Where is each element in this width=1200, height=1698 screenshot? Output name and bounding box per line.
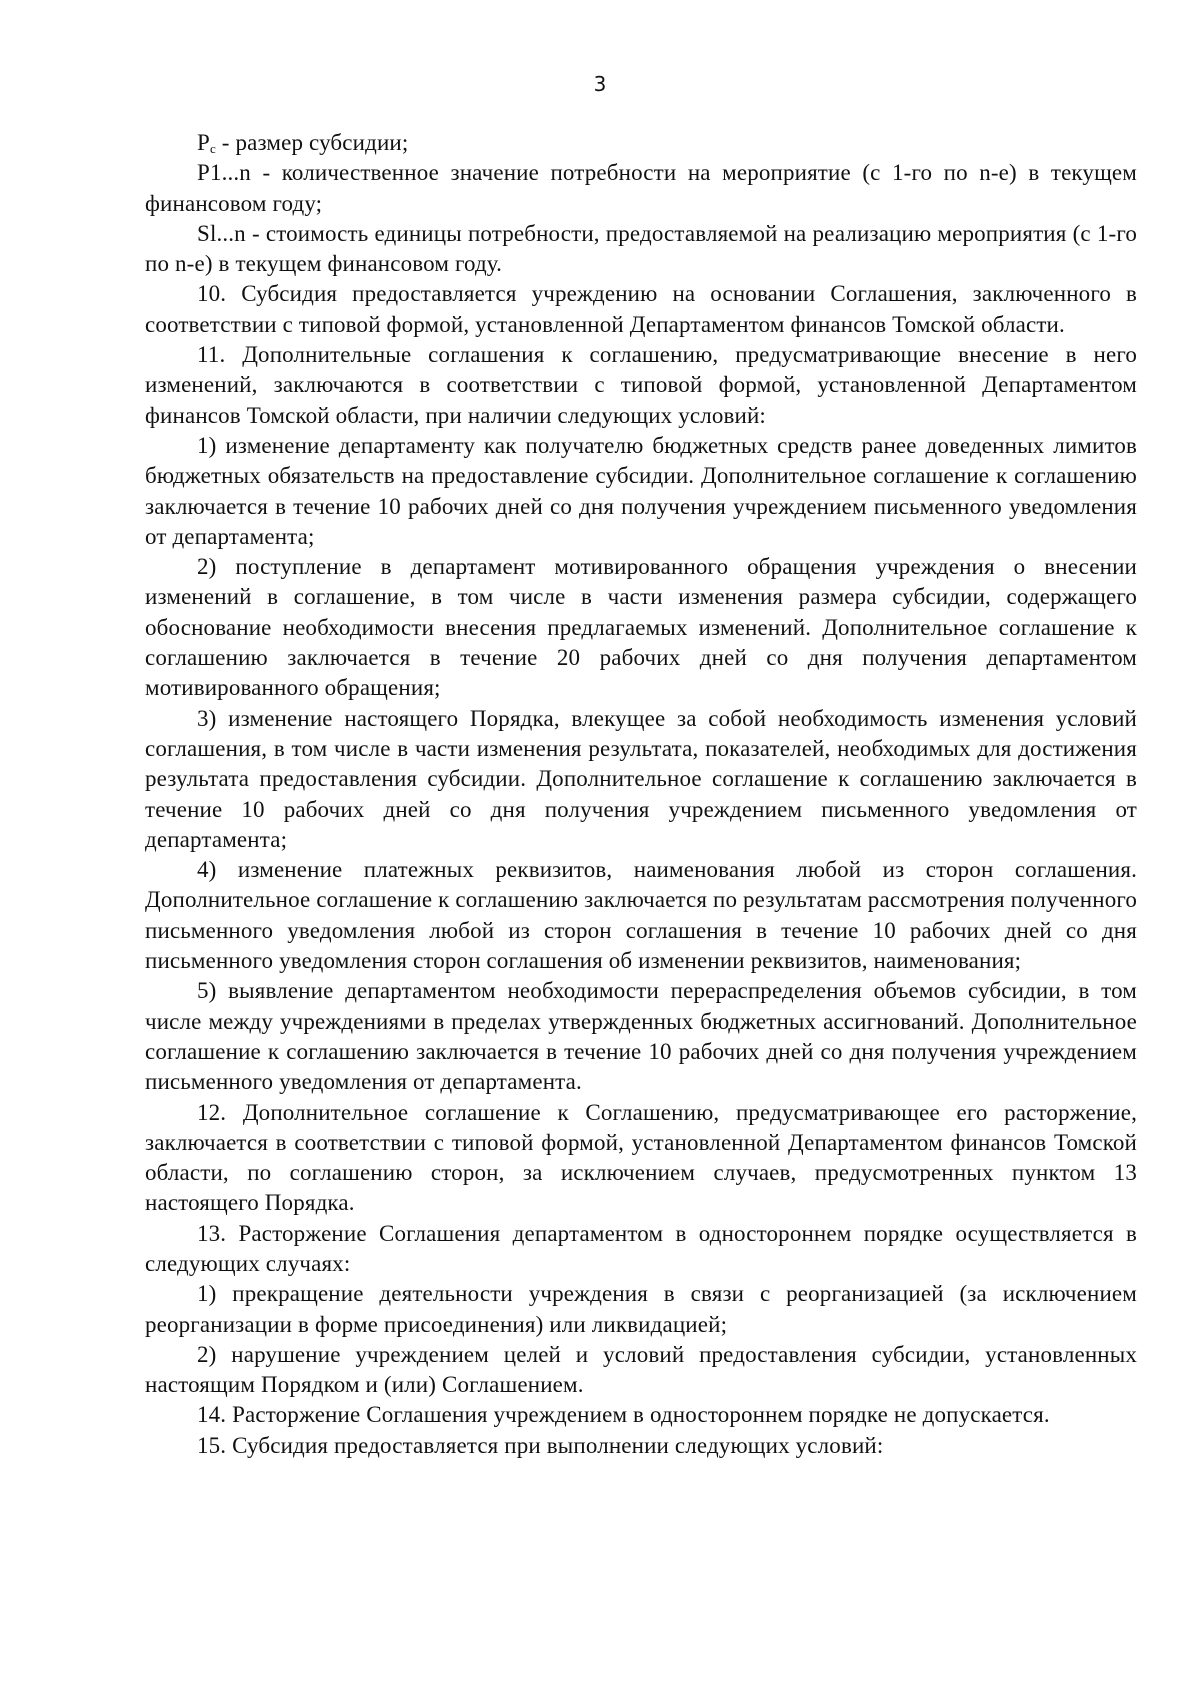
paragraph: P1...n - количественное значение потребности на мероприятие (с 1-го по n-е) в текущем финансовом году; <box>145 160 1137 216</box>
paragraph: 5) выявление департаментом необходимости перераспределения объемов субсидии, в том числе между учреждениями в пределах утвержденных бюджетных ассигнований. Дополнительное соглашение к соглашению заключается в течение 10 рабочих дней со дня получения учреждением письменного уведомления от департамента. <box>145 978 1137 1095</box>
paragraph: 1) прекращение деятельности учреждения в связи с реорганизацией (за исключением реорганизации в форме присоединения) или ликвидацией; <box>145 1281 1137 1337</box>
paragraph: 11. Дополнительные соглашения к соглашению, предусматривающие внесение в него изменений, заключаются в соответствии с типовой формой, установленной Департаментом финансов Томской области, при наличии следующих условий: <box>145 342 1137 428</box>
document-body <box>145 128 1137 1461</box>
paragraph: 14. Расторжение Соглашения учреждением в одностороннем порядке не допускается. <box>197 1402 1050 1428</box>
paragraph: 4) изменение платежных реквизитов, наименования любой из сторон соглашения. Дополнительное соглашение к соглашению заключается по результатам рассмотрения полученного письменного уведомления любой из сторон соглашения в течение 10 рабочих дней со дня письменного уведомления сторон соглашения об изменении реквизитов, наименования; <box>145 857 1137 974</box>
paragraph: Sl...n - стоимость единицы потребности, предоставляемой на реализацию мероприятия (с 1-го по n-е) в текущем финансовом году. <box>145 220 1137 277</box>
paragraph: 12. Дополнительное соглашение к Соглашению, предусматривающее его расторжение, заключается в соответствии с типовой формой, установленной Департаментом финансов Томской области, по соглашению сторон, за исключением случаев, предусмотренных пунктом 13 настоящего Порядка. <box>145 1099 1137 1216</box>
paragraph: 13. Расторжение Соглашения департаментом в одностороннем порядке осуществляется в следующих случаях: <box>145 1220 1137 1276</box>
paragraph: 1) изменение департаменту как получателю бюджетных средств ранее доведенных лимитов бюджетных обязательств на предоставление субсидии. Дополнительное соглашение к соглашению заключается в течение 10 рабочих дней со дня получения учреждением письменного уведомления от департамента; <box>145 432 1137 549</box>
paragraph: $P_с$ - размер субсидии; <box>197 130 409 156</box>
page-number: 3 <box>593 72 607 96</box>
paragraph: 10. Субсидия предоставляется учреждению на основании Соглашения, заключенного в соответствии с типовой формой, установленной Департаментом финансов Томской области. <box>145 281 1137 337</box>
paragraph: 15. Субсидия предоставляется при выполнении следующих условий: <box>197 1432 884 1458</box>
paragraph: 2) нарушение учреждением целей и условий предоставления субсидии, установленных настоящим Порядком и (или) Соглашением. <box>145 1341 1137 1398</box>
paragraph: 2) поступление в департамент мотивированного обращения учреждения о внесении изменений в соглашение, в том числе в части изменения размера субсидии, содержащего обоснование необходимости внесения предлагаемых изменений. Дополнительное соглашение к соглашению заключается в течение 20 рабочих дней со дня получения департаментом мотивированного обращения; <box>145 554 1137 701</box>
paragraph: 3) изменение настоящего Порядка, влекущее за собой необходимость изменения условий соглашения, в том числе в части изменения результата, показателей, необходимых для достижения результата предоставления субсидии. Дополнительное соглашение к соглашению заключается в течение 10 рабочих дней со дня получения учреждением письменного уведомления от департамента; <box>145 705 1137 852</box>
